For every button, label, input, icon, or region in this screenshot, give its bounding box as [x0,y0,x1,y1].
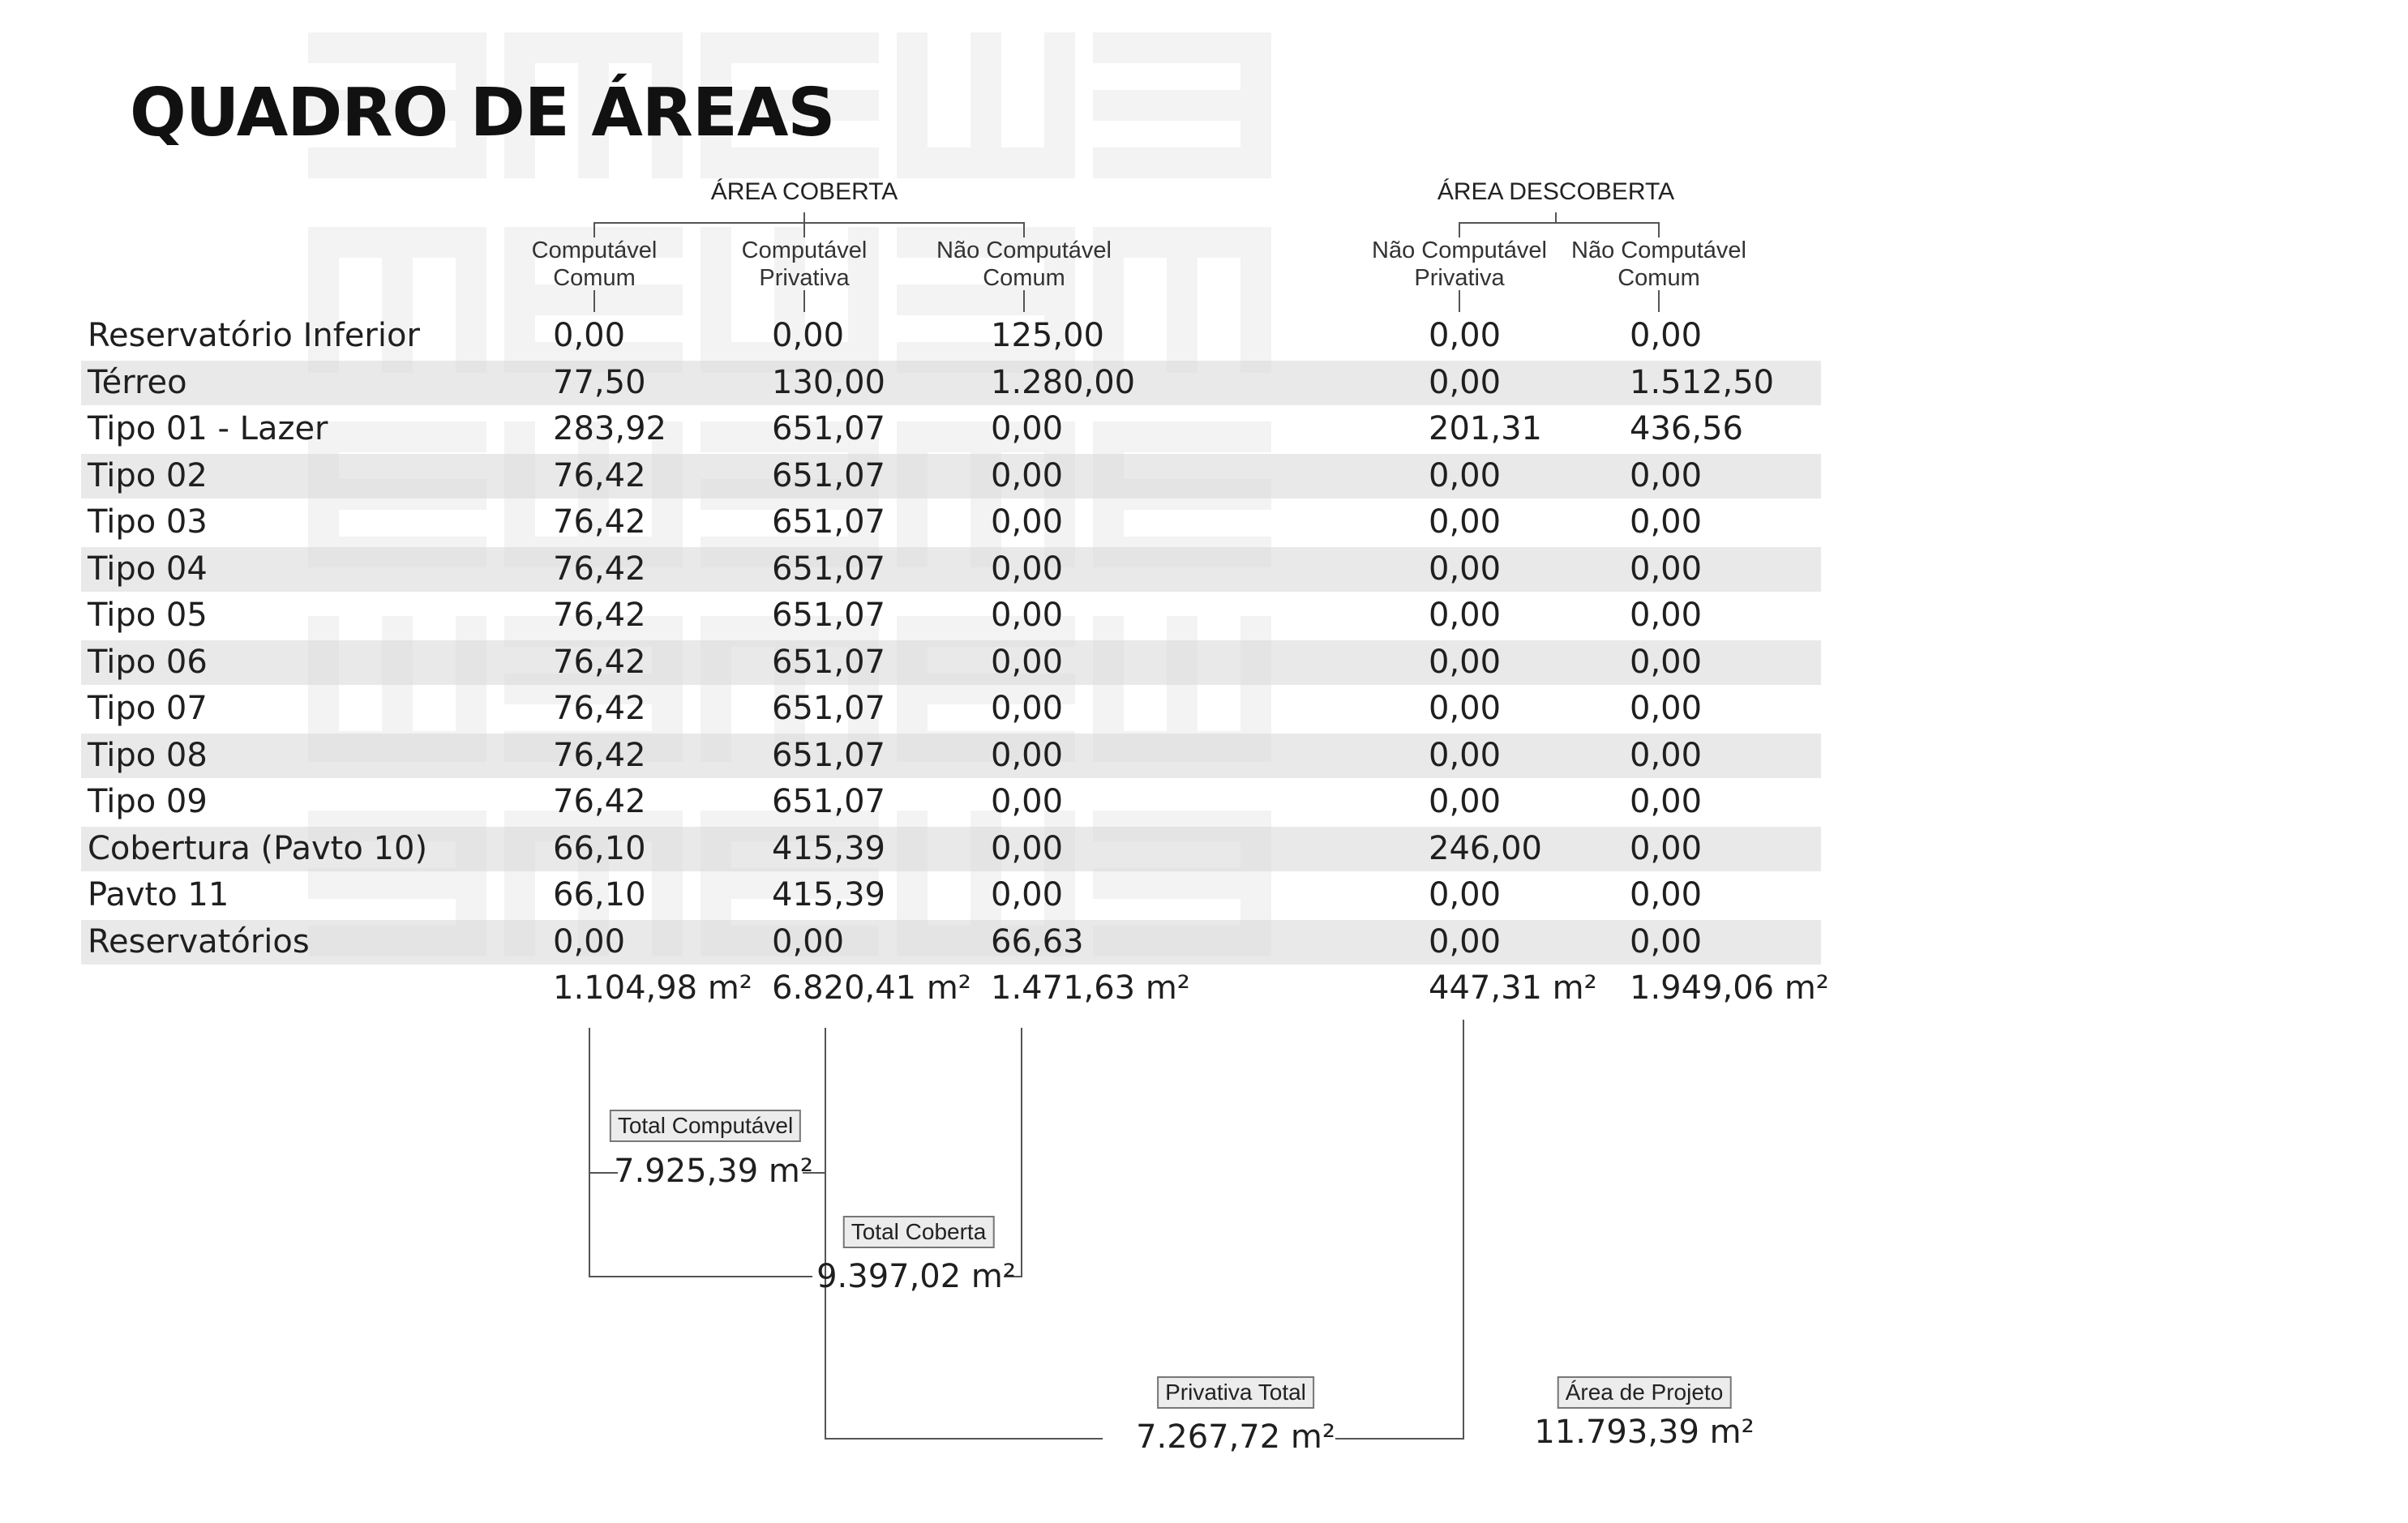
cell-nao-computavel-comum: 0,00 [991,410,1064,447]
row-name: Cobertura (Pavto 10) [88,830,428,867]
cell-computavel-privativa: 415,39 [772,876,885,913]
cell-nao-computavel-comum: 0,00 [991,550,1064,588]
cell-nao-computavel-comum: 0,00 [991,783,1064,820]
total-nao-computavel-comum-descoberta: 1.949,06 m² [1630,969,1829,1007]
cell-computavel-privativa: 651,07 [772,690,885,727]
cell-nao-computavel-comum: 0,00 [991,830,1064,867]
cell-computavel-comum: 76,42 [553,457,646,494]
cell-computavel-privativa: 651,07 [772,410,885,447]
cell-computavel-comum: 76,42 [553,783,646,820]
cell-computavel-privativa: 0,00 [772,923,845,960]
cell-computavel-comum: 76,42 [553,644,646,681]
privativa-total-value: 7.267,72 m² [1136,1418,1335,1456]
cell-nao-computavel-privativa: 201,31 [1429,410,1542,447]
cell-computavel-privativa: 651,07 [772,503,885,541]
cell-nao-computavel-comum-descoberta: 0,00 [1630,923,1703,960]
cell-nao-computavel-privativa: 0,00 [1429,317,1502,354]
cell-nao-computavel-privativa: 0,00 [1429,364,1502,401]
cell-nao-computavel-comum-descoberta: 0,00 [1630,457,1703,494]
cell-nao-computavel-privativa: 0,00 [1429,550,1502,588]
row-name: Tipo 07 [88,690,208,727]
cell-nao-computavel-comum: 0,00 [991,690,1064,727]
cell-nao-computavel-comum-descoberta: 0,00 [1630,737,1703,774]
group-header-area-descoberta: ÁREA DESCOBERTA [1437,178,1675,205]
cell-nao-computavel-comum-descoberta: 0,00 [1630,503,1703,541]
row-name: Térreo [88,364,187,401]
cell-nao-computavel-comum: 1.280,00 [991,364,1136,401]
cell-nao-computavel-privativa: 0,00 [1429,737,1502,774]
page-title: QUADRO DE ÁREAS [130,75,835,152]
cell-computavel-privativa: 130,00 [772,364,885,401]
total-nao-computavel-privativa: 447,31 m² [1429,969,1597,1007]
total-coberta-label: Total Coberta [843,1216,995,1248]
row-name: Pavto 11 [88,876,229,913]
cell-computavel-privativa: 415,39 [772,830,885,867]
col-header-computavel-comum: Computável Comum [531,237,658,291]
cell-nao-computavel-privativa: 0,00 [1429,457,1502,494]
area-projeto-value: 11.793,39 m² [1534,1414,1755,1451]
cell-computavel-comum: 76,42 [553,690,646,727]
cell-nao-computavel-privativa: 0,00 [1429,876,1502,913]
cell-nao-computavel-comum: 0,00 [991,876,1064,913]
cell-nao-computavel-comum: 0,00 [991,737,1064,774]
cell-nao-computavel-privativa: 246,00 [1429,830,1542,867]
cell-computavel-comum: 0,00 [553,923,626,960]
cell-nao-computavel-comum: 0,00 [991,503,1064,541]
row-name: Tipo 09 [88,783,208,820]
cell-computavel-comum: 66,10 [553,830,646,867]
cell-nao-computavel-privativa: 0,00 [1429,597,1502,634]
cell-computavel-privativa: 651,07 [772,550,885,588]
cell-computavel-comum: 0,00 [553,317,626,354]
row-name: Tipo 05 [88,597,208,634]
cell-nao-computavel-comum-descoberta: 0,00 [1630,644,1703,681]
privativa-total-label: Privativa Total [1157,1376,1314,1409]
cell-computavel-privativa: 651,07 [772,597,885,634]
cell-nao-computavel-comum-descoberta: 436,56 [1630,410,1743,447]
cell-nao-computavel-comum-descoberta: 0,00 [1630,783,1703,820]
row-name: Reservatórios [88,923,310,960]
cell-nao-computavel-comum: 125,00 [991,317,1104,354]
row-name: Tipo 01 - Lazer [88,410,328,447]
group-header-area-coberta: ÁREA COBERTA [710,178,898,205]
cell-computavel-comum: 66,10 [553,876,646,913]
cell-nao-computavel-privativa: 0,00 [1429,783,1502,820]
area-projeto-label: Área de Projeto [1557,1376,1732,1409]
row-name: Tipo 08 [88,737,208,774]
cell-computavel-privativa: 651,07 [772,737,885,774]
cell-computavel-privativa: 651,07 [772,644,885,681]
total-computavel-label: Total Computável [610,1110,801,1142]
cell-computavel-privativa: 0,00 [772,317,845,354]
row-name: Tipo 06 [88,644,208,681]
cell-nao-computavel-comum-descoberta: 0,00 [1630,317,1703,354]
cell-computavel-comum: 76,42 [553,597,646,634]
row-name: Reservatório Inferior [88,317,420,354]
cell-nao-computavel-comum-descoberta: 0,00 [1630,597,1703,634]
cell-nao-computavel-comum-descoberta: 0,00 [1630,550,1703,588]
cell-computavel-comum: 77,50 [553,364,646,401]
cell-nao-computavel-privativa: 0,00 [1429,690,1502,727]
cell-nao-computavel-privativa: 0,00 [1429,503,1502,541]
cell-nao-computavel-comum-descoberta: 0,00 [1630,690,1703,727]
row-name: Tipo 02 [88,457,208,494]
cell-computavel-comum: 283,92 [553,410,666,447]
row-name: Tipo 03 [88,503,208,541]
row-name: Tipo 04 [88,550,208,588]
cell-computavel-privativa: 651,07 [772,783,885,820]
cell-nao-computavel-privativa: 0,00 [1429,923,1502,960]
cell-computavel-comum: 76,42 [553,503,646,541]
cell-nao-computavel-comum: 0,00 [991,597,1064,634]
col-header-computavel-privativa: Computável Privativa [741,237,868,291]
cell-nao-computavel-comum: 0,00 [991,644,1064,681]
cell-computavel-comum: 76,42 [553,737,646,774]
cell-nao-computavel-privativa: 0,00 [1429,644,1502,681]
cell-nao-computavel-comum-descoberta: 0,00 [1630,830,1703,867]
total-computavel-comum: 1.104,98 m² [553,969,752,1007]
col-header-nao-computavel-privativa: Não Computável Privativa [1372,237,1547,291]
total-computavel-privativa: 6.820,41 m² [772,969,971,1007]
total-computavel-value: 7.925,39 m² [614,1153,813,1190]
col-header-nao-computavel-comum-descoberta: Não Computável Comum [1571,237,1746,291]
total-nao-computavel-comum: 1.471,63 m² [991,969,1190,1007]
cell-computavel-privativa: 651,07 [772,457,885,494]
cell-nao-computavel-comum-descoberta: 1.512,50 [1630,364,1775,401]
col-header-nao-computavel-comum: Não Computável Comum [936,237,1112,291]
cell-nao-computavel-comum: 0,00 [991,457,1064,494]
cell-computavel-comum: 76,42 [553,550,646,588]
cell-nao-computavel-comum: 66,63 [991,923,1084,960]
cell-nao-computavel-comum-descoberta: 0,00 [1630,876,1703,913]
total-coberta-value: 9.397,02 m² [816,1258,1016,1295]
